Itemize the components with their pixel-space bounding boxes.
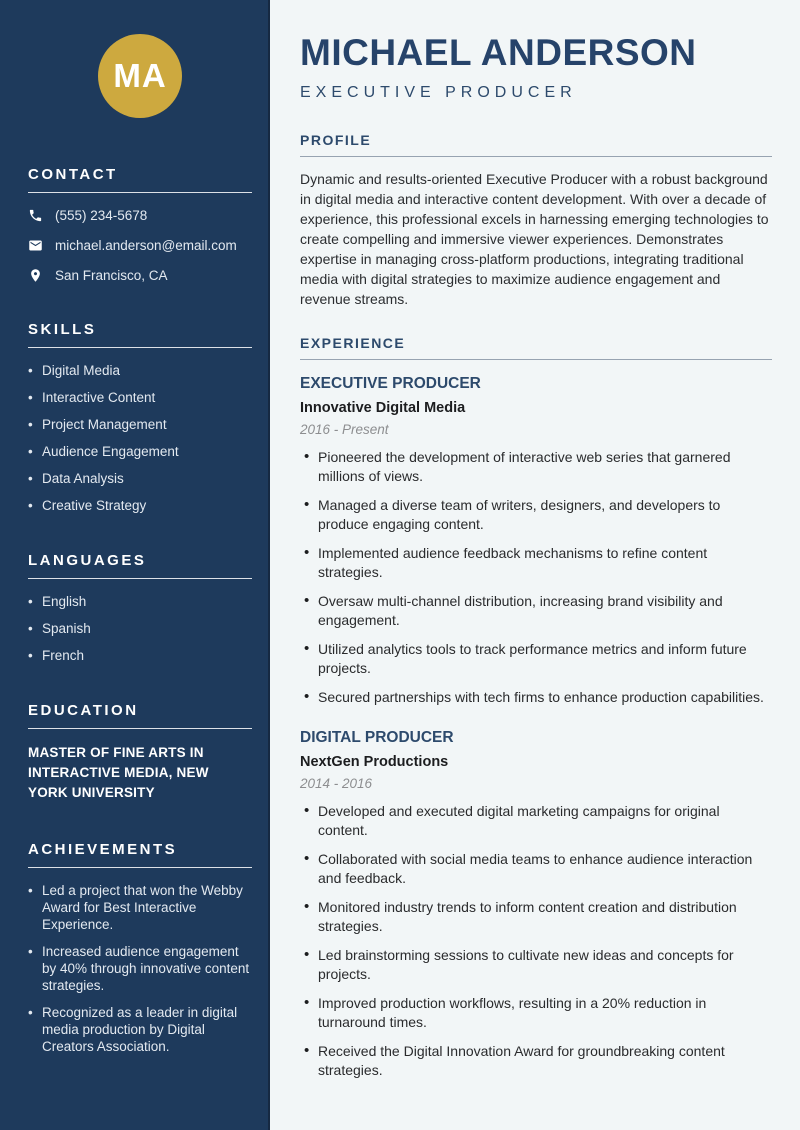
contact-section — [28, 166, 252, 283]
languages-rule — [28, 578, 252, 579]
job-bullet: • Collaborated with social media teams to enhance audience interaction and feedback. — [300, 850, 772, 888]
phone-text: (555) 234-5678 — [55, 208, 148, 223]
avatar — [98, 34, 182, 118]
language-item: • English — [28, 593, 252, 610]
location-text: San Francisco, CA — [55, 268, 168, 283]
contact-row-email — [28, 238, 252, 253]
education-rule — [28, 728, 252, 729]
skill-item: • Digital Media — [28, 362, 252, 379]
contact-row-location — [28, 268, 252, 283]
sidebar — [0, 0, 270, 1130]
job-bullets — [300, 802, 772, 1080]
job-title: EXECUTIVE PRODUCER — [300, 374, 481, 392]
job-entry — [300, 729, 772, 1080]
experience-rule — [300, 359, 772, 360]
job-bullet: • Received the Digital Innovation Award for groundbreaking content strategies. — [300, 1042, 772, 1080]
experience-section — [300, 335, 772, 1080]
achievement-item: • Led a project that won the Webby Award for Best Interactive Experience. — [28, 882, 252, 933]
languages-list — [28, 593, 252, 664]
achievements-section — [28, 841, 252, 1055]
skill-item: • Data Analysis — [28, 470, 252, 487]
achievement-item: • Increased audience engagement by 40% through innovative content strategies. — [28, 943, 252, 994]
skill-item: • Project Management — [28, 416, 252, 433]
education-heading: EDUCATION — [28, 702, 139, 719]
skill-item: • Audience Engagement — [28, 443, 252, 460]
email-icon — [28, 238, 43, 253]
job-dates: 2014 - 2016 — [300, 775, 373, 791]
achievement-item: • Recognized as a leader in digital media production by Digital Creators Association. — [28, 1004, 252, 1055]
skills-list — [28, 362, 252, 514]
skill-item: • Creative Strategy — [28, 497, 252, 514]
job-bullets — [300, 448, 772, 707]
job-bullet: • Implemented audience feedback mechanisms to refine content strategies. — [300, 544, 772, 582]
skills-rule — [28, 347, 252, 348]
job-dates: 2016 - Present — [300, 421, 389, 437]
job-bullet: • Pioneered the development of interactive web series that garnered millions of views. — [300, 448, 772, 486]
job-company: NextGen Productions — [300, 753, 449, 770]
person-title: EXECUTIVE PRODUCER — [300, 83, 577, 101]
education-degree: MASTER OF FINE ARTS IN INTERACTIVE MEDIA, NEW YORK UNIVERSITY — [28, 745, 209, 800]
skills-heading: SKILLS — [28, 321, 97, 338]
achievements-heading: ACHIEVEMENTS — [28, 841, 178, 858]
job-entry — [300, 375, 772, 707]
language-item: • French — [28, 647, 252, 664]
profile-text: Dynamic and results-oriented Executive Producer with a robust background in digital media and interactive content development. With over a decade of experience, this professional excels in harnessing emerging technologies to create compelling and immersive viewer experiences. Demonstrates expertise in managing cross-platform productions, integrating traditional media with digital strategies to maximize audience engagement and revenue streams. — [300, 170, 769, 307]
language-item: • Spanish — [28, 620, 252, 637]
contact-rule — [28, 192, 252, 193]
main-content — [270, 0, 800, 1130]
job-bullet: • Managed a diverse team of writers, designers, and developers to produce engaging content. — [300, 496, 772, 534]
achievements-list — [28, 882, 252, 1055]
job-title: DIGITAL PRODUCER — [300, 728, 454, 746]
contact-row-phone — [28, 208, 252, 223]
job-bullet: • Led brainstorming sessions to cultivate new ideas and concepts for projects. — [300, 946, 772, 984]
job-bullet: • Secured partnerships with tech firms to enhance production capabilities. — [300, 688, 772, 707]
avatar-initials: MA — [113, 57, 167, 94]
profile-heading: PROFILE — [300, 131, 372, 148]
job-bullet: • Oversaw multi-channel distribution, increasing brand visibility and engagement. — [300, 592, 772, 630]
skill-item: • Interactive Content — [28, 389, 252, 406]
job-bullet: • Improved production workflows, resulting in a 20% reduction in turnaround times. — [300, 994, 772, 1032]
email-text: michael.anderson@email.com — [55, 238, 237, 253]
job-company: Innovative Digital Media — [300, 399, 466, 416]
experience-heading: EXPERIENCE — [300, 334, 406, 351]
person-name: MICHAEL ANDERSON — [300, 32, 697, 73]
job-bullet: • Monitored industry trends to inform content creation and distribution strategies. — [300, 898, 772, 936]
profile-section — [300, 132, 772, 309]
languages-section — [28, 552, 252, 664]
profile-rule — [300, 156, 772, 157]
contact-heading: CONTACT — [28, 166, 118, 183]
languages-heading: LANGUAGES — [28, 552, 147, 569]
job-bullet: • Developed and executed digital marketing campaigns for original content. — [300, 802, 772, 840]
location-icon — [28, 268, 43, 283]
job-bullet: • Utilized analytics tools to track performance metrics and inform future projects. — [300, 640, 772, 678]
phone-icon — [28, 208, 43, 223]
achievements-rule — [28, 867, 252, 868]
education-section — [28, 702, 252, 803]
skills-section — [28, 321, 252, 514]
